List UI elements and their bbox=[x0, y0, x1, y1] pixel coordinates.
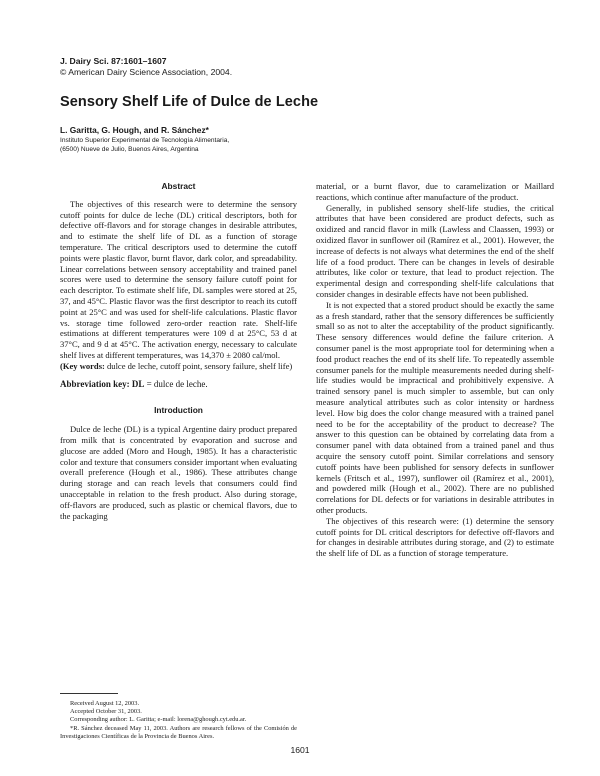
journal-header bbox=[60, 56, 232, 78]
intro-paragraph-4: The objectives of this research were: (1) determine the sensory cutoff points for DL critical descriptors for defective off-flavors and for changes in desirable attributes during storage, and (2) to estimate the shelf life of DL as a function of storage temperature. bbox=[316, 515, 554, 559]
keywords-label: (Key words: bbox=[60, 360, 105, 371]
footnote-rule bbox=[60, 693, 118, 694]
footnotes bbox=[60, 700, 297, 741]
footnote-deceased: *R. Sánchez deceased May 11, 2003. Authors are research fellows of the Comisión de Investigaciones Científicas de la Provincia de Buenos Aires. bbox=[60, 724, 297, 740]
left-column bbox=[60, 181, 297, 521]
affiliation-line-1: Instituto Superior Experimental de Tecnología Alimentaria, bbox=[60, 137, 230, 144]
article-title: Sensory Shelf Life of Dulce de Leche bbox=[60, 94, 319, 110]
footnote-received: Received August 12, 2003. bbox=[70, 700, 140, 707]
copyright-line: © American Dairy Science Association, 2004. bbox=[60, 67, 233, 77]
affiliation-line-2: (6500) Nueve de Julio, Buenos Aires, Argentina bbox=[60, 146, 199, 153]
right-column bbox=[316, 181, 554, 559]
abstract-heading: Abstract bbox=[161, 181, 196, 191]
abbreviation-text: = dulce de leche. bbox=[146, 378, 208, 389]
author-list: L. Garitta, G. Hough, and R. Sánchez* bbox=[60, 125, 209, 135]
footnote-corresponding: Corresponding author: L. Garitta; e-mail: lorena@ghough.cyt.edu.ar. bbox=[70, 716, 247, 724]
intro-paragraph-1: Dulce de leche (DL) is a typical Argentine dairy product prepared from milk that is concentrated by evaporation and sucrose and glucose are added (Moro and Hough, 1985). It has a characteristic color and texture that consumers consider important when evaluating overall preference (Hough et al., 1986). These attributes change during storage and can reach levels that consumers could find unacceptable in relation to the fresh product. Also during storage, off-flavors are produced, such as plastic or chemical flavors, due to the packaging bbox=[60, 424, 297, 521]
keywords bbox=[60, 361, 297, 372]
intro-paragraph-1-continued: material, or a burnt flavor, due to caramelization or Maillard reactions, which continue after manufacture of the product. bbox=[316, 181, 554, 202]
affiliation bbox=[60, 136, 229, 154]
abstract-text: The objectives of this research were to determine the sensory cutoff points for dulce de leche (DL) critical descriptors, both for defective off-flavors and for storage changes in desirable attributes, and to estimate the shelf life of DL as a function of storage temperature. The critical descriptors used to determine the cutoff points were plastic flavor, burnt flavor, dark color, and spreadability. Linear correlations between sensory acceptability and trained panel scores were used to determine the sensory failure cutoff point for each descriptor. To estimate shelf life, DL samples were stored at 25, 37, and 45°C. Plastic flavor was the first descriptor to reach its cutoff point at 25°C and was used for shelf-life calculations. Plastic flavor vs. storage time followed zero-order reaction rate. Shelf-life estimations at different temperatures were 109 d at 25°C, 53 d at 37°C, and 9 d at 45°C. The activation energy, necessary to calculate shelf lives at different temperatures, was 14,370 ± 2080 cal/mol. bbox=[60, 198, 297, 360]
abbreviation-key bbox=[60, 379, 297, 390]
page-number: 1601 bbox=[290, 745, 310, 755]
journal-citation: J. Dairy Sci. 87:1601–1607 bbox=[60, 56, 167, 66]
introduction-heading: Introduction bbox=[154, 405, 203, 416]
footnote-accepted: Accepted October 31, 2003. bbox=[70, 708, 142, 716]
abbreviation-label: Abbreviation key: DL bbox=[60, 378, 145, 389]
keywords-text: dulce de leche, cutoff point, sensory failure, shelf life) bbox=[107, 360, 293, 371]
intro-paragraph-3: It is not expected that a stored product should be exactly the same as a fresh standard, rather that the sensory differences be sufficiently small so as not to alter the acceptability of the product significantly. These sensory differences would define the failure criterion. A consumer panel is the most appropriate tool for determining when a food product reaches the end of its shelf life. To repeatedly assemble consumer panels for the multiple measurements needed during shelf-life studies would be impractical and prohibitively expensive. A trained sensory panel is much simpler to assemble, but can only measure analytical attributes such as color intensity or hardness level. How big does the color change measured with a trained panel need to be for the acceptability of the product to decrease? The answer to this question can be obtained by correlating data from a consumer panel with data obtained from a trained panel and thus acquire the sensory cutoff point. Similar correlations and sensory cutoff points have been published for sensory defects in sunflower kernels (Fritsch et al., 1997), sunflower oil (Ramírez et al., 2001), and powdered milk (Hough et al., 2002). There are no published correlations for DL defects or for variations in desirable attributes in other products. bbox=[316, 299, 554, 515]
intro-paragraph-2: Generally, in published sensory shelf-life studies, the critical attributes that have been considered are product defects, such as oxidized and rancid flavor in milk (Lawless and Claassen, 1993) or oxidized flavor in sunflower oil (Ramírez et al., 2001). However, the increase of defects is not always what determines the end of the shelf life of a food product. There can be changes in levels of desirable attributes, like color or texture, that lead to product rejection. The experimental design and corresponding shelf-life calculations that consider changes in desirable effects have not been published. bbox=[316, 202, 554, 299]
